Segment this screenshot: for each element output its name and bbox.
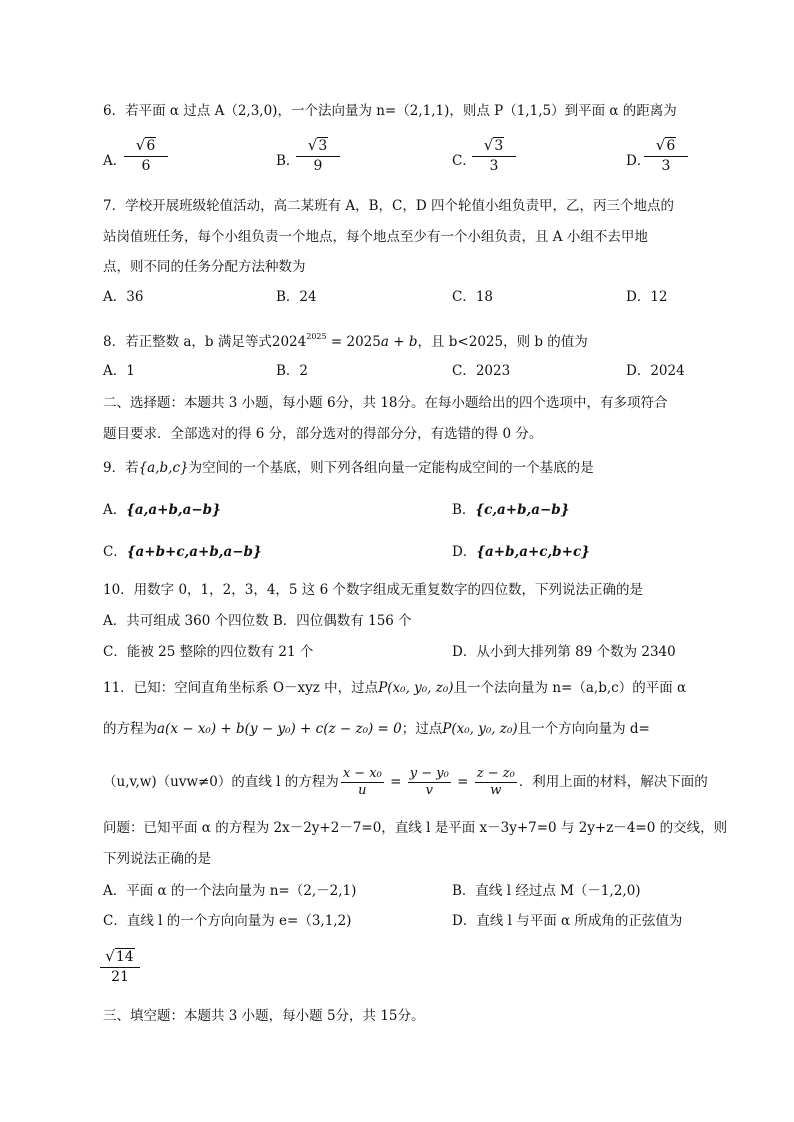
q9-stem-b: 为空间的一个基底，则下列各组向量一定能构成空间的一个基底的是: [188, 460, 594, 476]
section2-line1: 二、选择题：本题共 3 小题，每小题 6分，共 18分。在每小题给出的四个选项中，有多项符合: [103, 395, 668, 411]
q8-option-a: A．1: [103, 363, 135, 379]
q7-option-b: B．24: [276, 289, 317, 305]
q8-stem: [103, 327, 588, 352]
q8-stem-b: ，且 b<2025，则 b 的值为: [417, 334, 588, 350]
q6-b-num: 3: [318, 138, 328, 154]
q9-stem-a: 9．若: [103, 460, 139, 476]
q8-var-b: b: [408, 334, 418, 350]
q8-base: 2024: [271, 334, 307, 350]
q6-option-b-label: B．: [276, 153, 300, 169]
q9-d-label: D．: [452, 544, 477, 560]
q11-f1-den: u: [358, 783, 367, 798]
q11-eq1: =: [385, 774, 406, 790]
q10-option-d: D．从小到大排列第 89 个数为 2340: [452, 644, 676, 660]
q7-stem-line1: 7．学校开展班级轮值活动，高二某班有 A，B，C，D 四个轮值小组负责甲，乙，丙三个地点的: [103, 198, 674, 214]
q11-l3-a: （u,v,w)（uvw≠0）的直线 l 的方程为: [103, 774, 339, 790]
q8-var-a: a: [380, 334, 389, 350]
q6-option-c-label: C．: [452, 153, 476, 169]
q6-option-c-fraction: $\frac{√3}{3}$: [472, 136, 516, 174]
q9-b-label: B．: [452, 502, 476, 518]
q8-option-b: B．2: [276, 363, 309, 379]
q6-option-a-label: A．: [103, 153, 127, 169]
q11-frac-z: [475, 766, 517, 799]
q8-option-d: D．2024: [626, 363, 685, 379]
q6-option-b-fraction: $\frac{√3}{9}$: [296, 136, 340, 174]
q10-option-ab: A．共可组成 360 个四位数 B．四位偶数有 156 个: [103, 613, 412, 629]
q11-l1-point: P(x₀, y₀, z₀): [378, 680, 454, 696]
q6-option-d-label: D．: [626, 153, 651, 169]
q7-option-d: D．12: [626, 289, 668, 305]
q11-line5: 下列说法正确的是: [103, 851, 211, 867]
q6-d-den: 3: [661, 158, 671, 174]
q11-frac-x: [341, 766, 384, 799]
q11-option-c: C．直线 l 的一个方向向量为 e=（3,1,2): [103, 913, 352, 929]
q7-stem-line2: 站岗值班任务，每个小组负责一个地点，每个地点至少有一个小组负责，且 A 小组不去甲地: [103, 229, 648, 245]
q8-plus: +: [388, 334, 409, 350]
q11-d-num: 14: [115, 949, 134, 965]
q8-option-c: C．2023: [452, 363, 511, 379]
q11-option-d: D．直线 l 与平面 α 所成角的正弦值为: [452, 913, 683, 929]
q6-a-num: 6: [146, 138, 156, 154]
q11-line4: 问题：已知平面 α 的方程为 2x－2y+2－7=0，直线 l 是平面 x－3y+7=0 与 2y+z－4=0 的交线，则: [103, 820, 728, 836]
q11-f3-den: w: [490, 783, 502, 798]
q9-option-d: [452, 542, 590, 562]
section3-line1: 三、填空题：本题共 3 小题，每小题 5分，共 15分。: [103, 1008, 425, 1024]
q11-frac-y: [408, 766, 451, 799]
q9-option-a: [103, 500, 221, 520]
q11-l2-c: 且一个方向向量为 d=: [517, 721, 650, 737]
q11-f2-num: y − y₀: [409, 766, 449, 781]
q9-c-label: C．: [103, 544, 127, 560]
q9-c-set: {a+b+c,a+b,a−b}: [126, 544, 262, 560]
q6-option-d-fraction: $\frac{√6}{3}$: [644, 136, 688, 174]
q11-l3-b: ．利用上面的材料，解决下面的: [518, 774, 708, 790]
q6-stem: 6．若平面 α 过点 A（2,3,0)，一个法向量为 n=（2,1,1)，则点 P（1,1,5）到平面 α 的距离为: [103, 103, 677, 119]
q11-option-b: B．直线 l 经过点 M（－1,2,0): [452, 883, 641, 899]
q11-l1-b: 且一个法向量为 n=（a,b,c）的平面 α: [453, 680, 687, 696]
q11-l1-a: 11．已知：空间直角坐标系 O－xyz 中，过点: [103, 680, 379, 696]
q6-d-num: 6: [666, 138, 676, 154]
q8-exponent: 2025: [306, 332, 327, 341]
q9-basis: {a,b,c}: [138, 460, 189, 476]
q11-option-a: A．平面 α 的一个法向量为 n=（2,－2,1): [103, 883, 357, 899]
q11-line3: [103, 764, 708, 800]
q11-l2-b: ；过点: [401, 721, 443, 737]
q9-stem: [103, 458, 594, 478]
q11-line1: [103, 678, 686, 698]
q11-l2-a: 的方程为: [103, 721, 157, 737]
q10-stem: 10．用数字 0，1，2，3，4，5 这 6 个数字组成无重复数字的四位数，下列说法正确的是: [103, 582, 643, 598]
q9-a-label: A．: [103, 502, 127, 518]
q11-d-den: 21: [111, 969, 129, 985]
q11-eq2: =: [452, 774, 473, 790]
q9-option-b: [452, 500, 569, 520]
q11-plane-equation: a(x − x₀) + b(y − y₀) + c(z − z₀) = 0: [157, 721, 402, 737]
q6-c-den: 3: [489, 158, 499, 174]
q8-stem-a: 8．若正整数 a，b 满足等式: [103, 334, 272, 350]
q6-c-num: 3: [494, 138, 504, 154]
q8-rhs: = 2025: [326, 334, 381, 350]
q11-f2-den: v: [425, 783, 433, 798]
q7-option-a: A．36: [103, 289, 144, 305]
q9-b-set: {c,a+b,a−b}: [475, 502, 570, 518]
q11-l2-point: P(x₀, y₀, z₀): [442, 721, 518, 737]
q7-stem-line3: 点，则不同的任务分配方法种数为: [103, 259, 306, 275]
q10-option-c: C．能被 25 整除的四位数有 21 个: [103, 644, 314, 660]
q9-d-set: {a+b,a+c,b+c}: [476, 544, 590, 560]
q6-b-den: 9: [313, 158, 323, 174]
q7-option-c: C．18: [452, 289, 494, 305]
q9-option-c: [103, 542, 262, 562]
q6-a-den: 6: [141, 158, 151, 174]
q11-line2: [103, 719, 650, 739]
section2-line2: 题目要求．全部选对的得 6 分，部分选对的得部分分，有选错的得 0 分。: [103, 426, 543, 442]
q6-option-a-fraction: $\frac{√6}{6}$: [124, 136, 168, 174]
q9-a-set: {a,a+b,a−b}: [126, 502, 221, 518]
q11-f3-num: z − z₀: [476, 766, 515, 781]
q11-f1-num: x − x₀: [342, 766, 382, 781]
q11-option-d-fraction: $\frac{√14}{21}$: [100, 947, 140, 985]
